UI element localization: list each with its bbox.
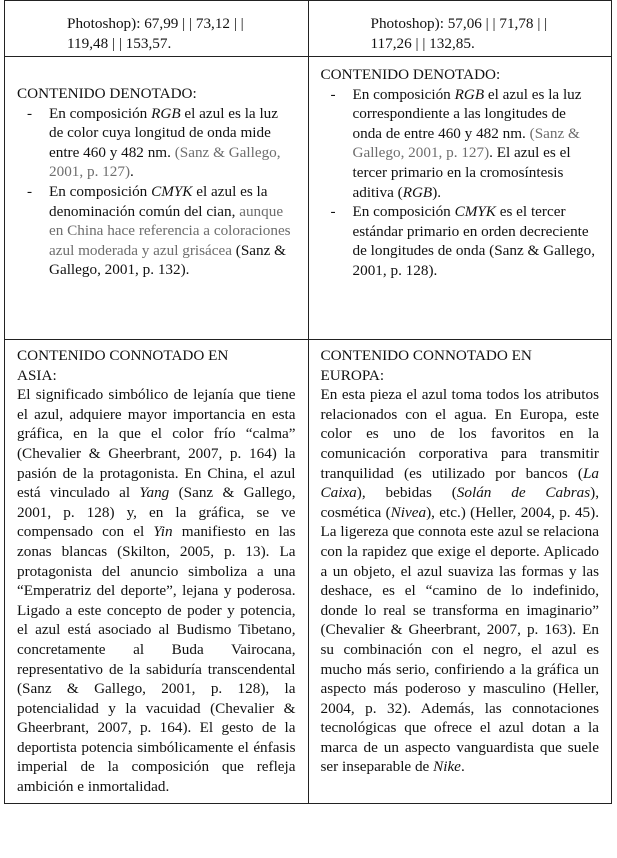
list-item [17, 104, 296, 182]
table-row [5, 1, 612, 57]
paragraph-text-italic: La Caixa [320, 464, 599, 502]
item-text: En composición [49, 182, 152, 200]
list-item [321, 85, 600, 203]
cell-text: Photoshop): 57,06 | | 71,78 | | 117,26 | | 132,85. [370, 15, 548, 52]
body-paragraph [321, 385, 600, 777]
denotado-left-cell [5, 57, 309, 340]
cell-text: Photoshop): 67,99 | | 73,12 | | 119,48 | | 153,57. [67, 15, 244, 52]
paragraph-text: El significado simbólico de lejanía que tiene el azul, adquiere mayor importancia en esta gráfica, en la que el color frío “calma” (Chevalier & Gheerbrant, 2007, p. 164) la pasión de la protagonista. En China, el azul está vinculado al [17, 386, 296, 502]
table-row [5, 340, 612, 804]
list-item [17, 182, 296, 280]
paragraph-text-italic: Nike [433, 758, 461, 776]
item-text-italic: CMYK [151, 182, 193, 200]
table-cell [5, 1, 309, 57]
item-text: En composición [49, 104, 152, 122]
paragraph-text: En esta pieza el azul toma todos los atributos relacionados con el agua. En Europa, este color es uno de los favoritos en la comunicación corporativa para transmitir tranquilidad (es utilizado por bancos ( [320, 386, 599, 482]
bullet-list [17, 104, 296, 280]
denotado-right-cell [308, 57, 612, 340]
bullet-list [321, 85, 600, 281]
item-citation: (Sanz & Gallego, 2001, p. 132). [49, 241, 286, 279]
table-cell [308, 1, 612, 57]
dash-bullet: - [27, 104, 33, 122]
item-citation: (Sanz & Gallego, 2001, p. 127) [49, 143, 281, 181]
section-heading: CONTENIDO DENOTADO: [17, 85, 197, 102]
section-heading: CONTENIDO CONNOTADO EN ASIA: [17, 347, 229, 384]
body-paragraph [17, 385, 296, 796]
dash-bullet: - [330, 203, 336, 221]
section-heading: CONTENIDO CONNOTADO EN EUROPA: [320, 347, 532, 384]
paragraph-text-italic: Yin [153, 523, 173, 541]
dash-bullet: - [27, 182, 33, 200]
list-item [321, 202, 600, 280]
paragraph-text: manifiesto en las zonas blancas (Skilton, 2005, p. 13). La protagonista del anuncio simboliza a una “Emperatriz del deporte”, lejana y poderosa. Ligado a este concepto de poder y potencia, el azul está asociado al Budismo Tibetano, concretamente al Buda Vairocana, representativo de la sabiduría transcendental (Sanz & Gallego, 2001, p. 128), la potencialidad y la vacuidad (Chevalier & Gheerbrant, 2007, p. 164). El gesto de la deportista potencia simbólicamente el énfasis imperial de la composición que refleja ambición e inmortalidad. [17, 523, 296, 796]
item-text: es el tercer estándar primario en orden decreciente de longitudes de onda (Sanz & Gallego, 2001, p. 128). [352, 203, 596, 279]
paragraph-text: ), bebidas ( [356, 484, 457, 502]
paragraph-text: ), cosmética ( [320, 484, 599, 521]
paragraph-text: (Sanz & Gallego, 2001, p. 128) y, en la gráfica, se ve compensado con el [17, 484, 296, 541]
item-text: En composición [352, 85, 455, 103]
item-text-italic: RGB [402, 183, 433, 201]
item-text: el azul es la denominación común del cian, [49, 182, 268, 220]
paragraph-text-italic: Yang [139, 484, 170, 502]
table-row [5, 57, 612, 340]
connotado-asia-cell [5, 340, 309, 804]
item-text-italic: CMYK [454, 203, 496, 221]
dash-bullet: - [330, 85, 336, 103]
item-citation: (Sanz & Gallego, 2001, p. 127) [352, 124, 580, 162]
item-text-italic: RGB [454, 85, 485, 103]
paragraph-text: . [460, 758, 465, 776]
item-text-italic: RGB [151, 104, 181, 122]
item-text: el azul es la luz correspondiente a las longitudes de onda de entre 460 y 482 nm. [352, 85, 582, 142]
item-text: el azul es la luz de color cuya longitud de onda mide entre 460 y 482 nm. [49, 104, 279, 161]
paragraph-text-italic: Nivea [390, 503, 427, 521]
item-text: . [130, 163, 134, 181]
connotado-europa-cell [308, 340, 612, 804]
paragraph-text-italic: Solán de Cabras [456, 484, 591, 502]
item-text-gray: aunque en China hace referencia a coloraciones azul moderada y azul grisácea [49, 202, 291, 259]
comparison-table [4, 0, 612, 804]
item-text: En composición [352, 203, 455, 221]
section-heading: CONTENIDO DENOTADO: [320, 66, 501, 83]
item-text: . El azul es el tercer primario en la cromosíntesis aditiva ( [352, 144, 571, 201]
paragraph-text: ), etc.) (Heller, 2004, p. 45). La ligereza que connota este azul se relaciona con la rapidez que exige el deporte. Aplicado a un objeto, el azul suaviza las formas y las deshace, es el “camino de lo indefinido, donde lo real se transforma en imaginario” (Chevalier & Gheerbrant, 2007, p. 163). En su combinación con el negro, el azul es mucho más serio, confiriendo a la gráfica un aspecto más poderoso y masculino (Heller, 2004, p. 32). Además, las connotaciones tecnológicas que ofrece el azul dotan a la marca de un aspecto vanguardista que suele ser inseparable de [320, 503, 599, 776]
item-text: ). [432, 183, 442, 201]
